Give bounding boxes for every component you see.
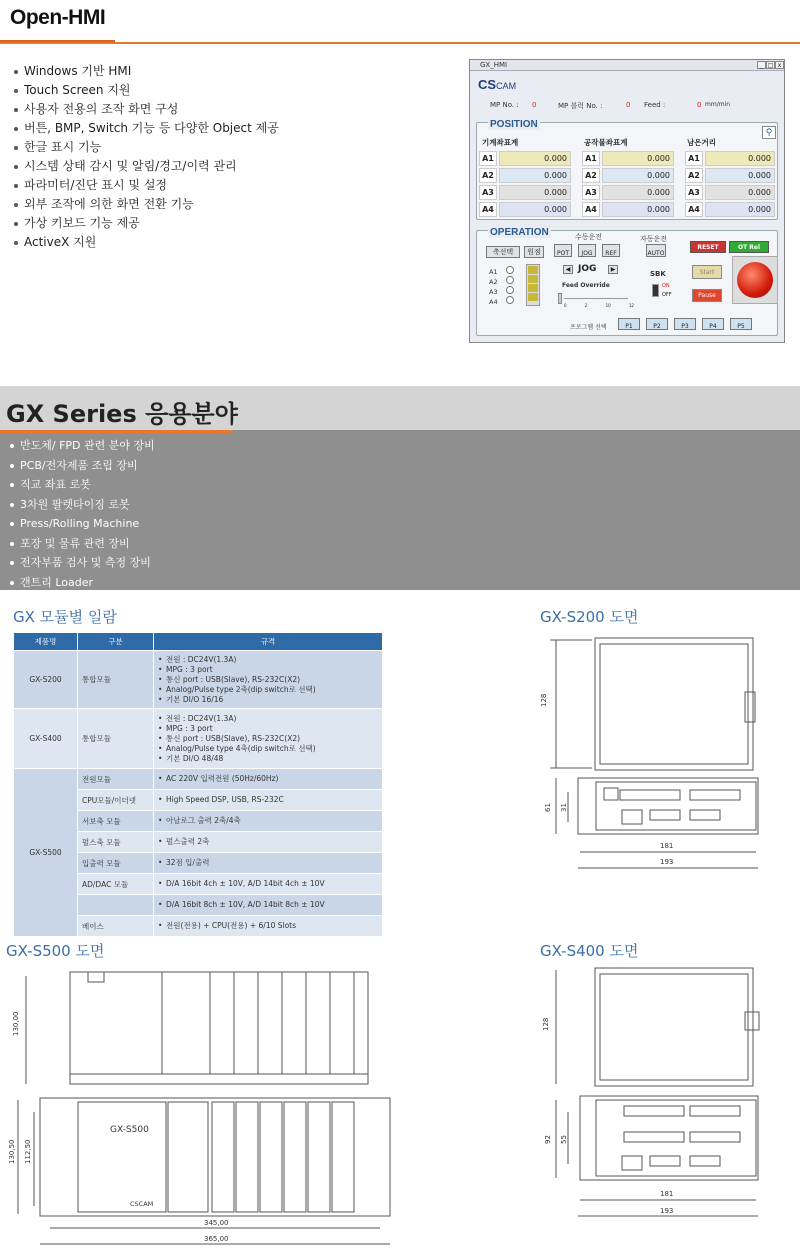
hmi-window [469,59,785,343]
feature-item: 버튼, BMP, Switch 기능 등 다양한 Object 제공 [12,119,452,138]
feature-item: 사용자 전용의 조작 화면 구성 [12,100,452,119]
col-machine-coord: 기계좌표계 [482,138,519,147]
dim-label: 181 [660,1190,674,1198]
axis-key: A4 [685,202,703,217]
application-item: 갠트리 Loader [8,573,408,593]
axis-key: A4 [479,202,497,217]
feature-item: 외부 조작에 의한 화면 전환 기능 [12,195,452,214]
program-button[interactable]: P3 [674,318,696,330]
emergency-stop-button[interactable] [737,262,773,298]
machine-coord-value: 0.000 [499,185,571,200]
axis-select-button[interactable]: 축선택 [486,246,520,258]
axis-key: A1 [685,151,703,166]
module-spec: • 전원 : DC24V(1.3A) • MPG : 3 port • 통신 port : USB(Slave), RS-232C(X2) • Analog/Pulse type 4축(dip switch로 선택) • 기본 DI/O 48/48 [154,709,383,769]
axis-key: A2 [479,168,497,183]
module-table [13,632,383,937]
s200-port [690,790,740,800]
table-header: 제품명 [14,633,78,651]
module-type [78,895,154,916]
s500-drawing-title: GX-S500 도면 [6,942,105,960]
position-title: POSITION [490,119,538,130]
s400-connector [745,1012,759,1030]
work-coord-value: 0.000 [602,202,674,217]
gx-series-title-accent [0,430,232,433]
feature-item: Windows 기반 HMI [12,62,452,81]
table-header-row [14,633,383,651]
dim-label: 128 [540,693,548,707]
auto-mode-label: 자동운전 [640,235,668,243]
gx-series-title: GX Series 응용분야 [6,400,238,428]
table-header: 규격 [154,633,383,651]
mp-no-value: 0 [532,101,537,109]
work-coord-value: 0.000 [602,151,674,166]
operation-title: OPERATION [490,227,549,238]
dim-label: 112,50 [24,1139,32,1164]
start-button[interactable]: Start [692,265,722,279]
s500-io-slot [212,1102,234,1212]
s500-cpu-module [168,1102,208,1212]
dim-label: 31 [560,803,568,812]
remain-dist-value: 0.000 [705,151,775,166]
sbk-label: SBK [650,270,666,278]
axis-key: A2 [582,168,600,183]
s500-io-slot [308,1102,330,1212]
feed-override-track[interactable] [564,298,628,299]
axis-key: A4 [582,202,600,217]
feature-item: Touch Screen 지원 [12,81,452,100]
s200-front-view [578,778,758,834]
cscam-logo: CSCAM [478,77,517,92]
feature-item: 한글 표시 기능 [12,138,452,157]
dim-label: 345,00 [204,1219,229,1227]
emergency-stop-frame [732,256,778,304]
axis-key: A1 [479,151,497,166]
col-work-coord: 공작물좌표계 [584,138,628,147]
table-header: 구분 [78,633,154,651]
minimize-icon[interactable]: _ [757,61,766,69]
s200-port [622,810,642,824]
dim-label: 130,00 [12,1011,20,1036]
col-remain-dist: 남은거리 [687,138,716,147]
feature-item: ActiveX 지원 [12,233,452,252]
remain-dist-value: 0.000 [705,185,775,200]
feature-item: 파라미터/진단 표시 및 설정 [12,176,452,195]
module-spec: • 전원(전용) + CPU(전용) + 6/10 Slots [154,916,383,937]
feed-override-label: Feed Override [562,282,610,289]
mp-block-value: 0 [626,101,631,109]
feed-override-slider-handle[interactable] [558,293,562,304]
sbk-on-label: ON [662,283,670,289]
feed-value: 0 [697,101,702,109]
dim-label: 92 [544,1135,552,1144]
dim-label: 55 [560,1135,568,1144]
feature-item: 시스템 상태 감시 및 알림/경고/이력 관리 [12,157,452,176]
program-button[interactable]: P4 [702,318,724,330]
s400-port [624,1132,684,1142]
jog-mode-button[interactable]: JOG [578,244,596,257]
s400-side-view [595,968,753,1086]
s200-port [650,810,680,820]
application-item: 반도체/ FPD 관련 분야 장비 [8,436,408,456]
title-divider [0,42,800,44]
module-spec: • High Speed DSP, USB, RS-232C [154,790,383,811]
axis-key: A3 [479,185,497,200]
s500-io-slot [260,1102,282,1212]
s400-port [622,1156,642,1170]
s400-side-inner [600,974,748,1080]
work-coord-value: 0.000 [602,185,674,200]
module-type: 전원모듈 [78,769,154,790]
jog-minus-button[interactable]: ◀ [563,265,573,274]
maximize-icon[interactable]: □ [767,62,774,69]
program-button[interactable]: P1 [618,318,640,330]
module-type: 서보축 모듈 [78,811,154,832]
s200-side-inner [600,644,748,764]
product-name: GX-S200 [14,651,78,709]
dim-label: 365,00 [204,1235,229,1243]
module-spec: • 전원 : DC24V(1.3A) • MPG : 3 port • 통신 port : USB(Slave), RS-232C(X2) • Analog/Pulse type 2축(dip switch로 선택) • 기본 DI/O 16/16 [154,651,383,709]
s200-port [604,788,618,800]
module-type: 입출력 모듈 [78,853,154,874]
module-type: AD/DAC 모듈 [78,874,154,895]
application-item: Press/Rolling Machine [8,514,408,534]
feed-override-ticks: 0 2 10 12 [564,303,634,308]
s500-io-slot [236,1102,258,1212]
jog-label: JOG [578,264,597,274]
product-name: GX-S500 [14,769,78,937]
feature-list [12,62,452,252]
program-select-label: 프로그램 선택 [570,324,607,331]
module-type: CPU모듈/이더넷 [78,790,154,811]
s200-port [620,790,680,800]
machine-coord-value: 0.000 [499,151,571,166]
dim-label: 193 [660,858,674,866]
program-button[interactable]: P2 [646,318,668,330]
dim-label: 61 [544,803,552,812]
s400-drawing [540,964,770,1224]
s500-front-view [40,1098,390,1216]
s500-tab [88,972,104,982]
s400-port [690,1156,720,1166]
module-type: 통합모듈 [78,709,154,769]
module-spec: • D/A 16bit 4ch ± 10V, A/D 14bit 4ch ± 10V [154,874,383,895]
section-title-open-hmi: Open-HMI [10,6,106,29]
program-buttons [618,318,752,330]
feed-unit: mm/min [705,101,731,108]
pause-button[interactable]: Pause [692,289,722,302]
origin-lamp-column [526,264,540,306]
search-icon[interactable]: ⚲ [762,126,776,139]
table-row [14,651,383,709]
module-spec: • D/A 16bit 8ch ± 10V, A/D 14bit 8ch ± 10V [154,895,383,916]
module-spec: • 아날로그 출력 2축/4축 [154,811,383,832]
s400-port [624,1106,684,1116]
close-icon[interactable]: x [775,61,784,69]
application-item: 3차원 팔렛타이징 로봇 [8,495,408,515]
s500-drawing [6,966,406,1250]
sbk-toggle[interactable] [652,284,659,297]
origin-button[interactable]: 원점 [524,246,544,258]
feed-label: Feed : [644,101,666,109]
s500-brand-label: CSCAM [130,1200,154,1208]
axis-key: A2 [685,168,703,183]
s400-port [690,1132,740,1142]
application-item: 포장 및 물류 관련 장비 [8,534,408,554]
s500-io-slot [284,1102,306,1212]
s200-side-view [595,638,753,770]
module-spec: • 32점 입/출력 [154,853,383,874]
module-table-title: GX 모듈별 일람 [13,608,117,626]
axis-radio-group[interactable] [506,265,518,307]
ref-button[interactable]: REF [602,244,620,257]
axis-key: A1 [582,151,600,166]
table-row [14,769,383,790]
dim-label: 128 [542,1017,550,1031]
remain-dist-value: 0.000 [705,202,775,217]
s500-top-view [70,972,368,1084]
application-item: 직교 좌표 로봇 [8,475,408,495]
program-button[interactable]: P5 [730,318,752,330]
s200-port [690,810,720,820]
feature-item: 가상 키보드 기능 제공 [12,214,452,233]
module-type: 베이스 [78,916,154,937]
work-coord-value: 0.000 [602,168,674,183]
axis-select-labels: A1 A2 A3 A4 [489,268,498,306]
jog-plus-button[interactable]: ▶ [608,265,618,274]
table-row [14,709,383,769]
s400-port [690,1106,740,1116]
s500-model-label: GX-S500 [110,1125,149,1135]
machine-coord-value: 0.000 [499,202,571,217]
manual-mode-label: 수동운전 [575,233,603,241]
s500-power-module [78,1102,166,1212]
dim-label: 193 [660,1207,674,1215]
dim-label: 181 [660,842,674,850]
mp-no-label: MP No. : [490,101,519,109]
application-item: 전자부품 검사 및 측정 장비 [8,553,408,573]
module-type: 통합모듈 [78,651,154,709]
module-type: 펄스축 모듈 [78,832,154,853]
sbk-off-label: OFF [662,292,672,298]
dim-label: 130,50 [8,1139,16,1164]
mp-block-label: MP 블럭 No. : [558,102,603,110]
axis-key: A3 [685,185,703,200]
axis-key: A3 [582,185,600,200]
pot-button[interactable]: POT [554,244,572,257]
application-list [8,436,408,592]
s400-port [650,1156,680,1166]
module-spec: • 펄스출력 2축 [154,832,383,853]
ot-release-button[interactable]: OT Rel [729,241,769,253]
s200-drawing [540,632,770,872]
s400-drawing-title: GX-S400 도면 [540,942,639,960]
s200-drawing-title: GX-S200 도면 [540,608,639,626]
hmi-titlebar: GX_HMI [470,60,784,71]
remain-dist-value: 0.000 [705,168,775,183]
module-spec: • AC 220V 입력전원 (50Hz/60Hz) [154,769,383,790]
s500-io-slot [332,1102,354,1212]
auto-button[interactable]: AUTO [646,244,666,257]
s200-front-panel [596,782,756,830]
reset-button[interactable]: RESET [690,241,726,253]
application-item: PCB/전자제품 조립 장비 [8,456,408,476]
product-name: GX-S400 [14,709,78,769]
machine-coord-value: 0.000 [499,168,571,183]
